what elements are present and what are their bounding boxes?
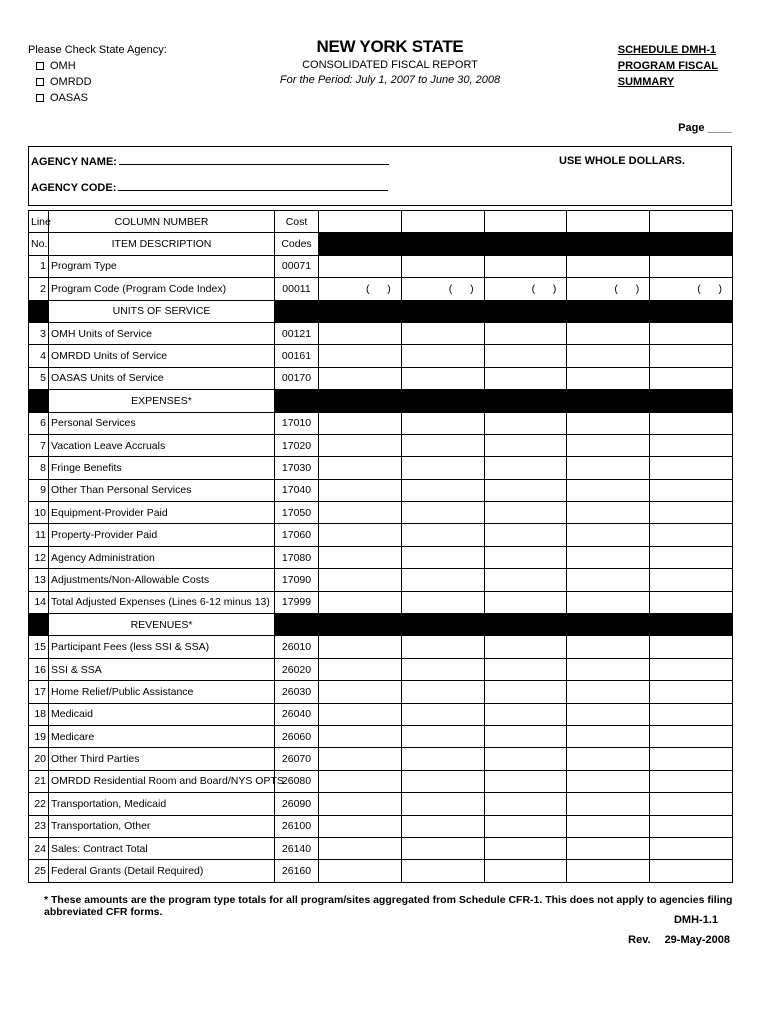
amount-cell[interactable] [319, 457, 402, 479]
amount-cell[interactable] [650, 412, 733, 434]
agency-info-box [28, 146, 732, 206]
column-number-cell[interactable] [484, 211, 567, 233]
state-title: NEW YORK STATE [316, 37, 464, 56]
amount-cell[interactable] [567, 815, 650, 837]
amount-cell[interactable] [650, 770, 733, 792]
line-number: 13 [29, 569, 49, 591]
amount-cell[interactable] [401, 569, 484, 591]
agency-name-row: AGENCY NAME: [31, 155, 389, 168]
amount-cell[interactable] [319, 748, 402, 770]
line-number: 5 [29, 367, 49, 389]
table-row [29, 322, 733, 344]
cost-code: 00071 [275, 255, 319, 277]
section-label: REVENUES* [49, 614, 275, 636]
amount-cell[interactable] [567, 345, 650, 367]
line-number: 4 [29, 345, 49, 367]
amount-cell[interactable] [650, 479, 733, 501]
column-number-cell[interactable] [401, 211, 484, 233]
amount-cell[interactable] [401, 434, 484, 456]
amount-cell[interactable] [319, 322, 402, 344]
amount-cell[interactable] [484, 815, 567, 837]
amount-cell[interactable] [567, 322, 650, 344]
amount-cell[interactable] [650, 502, 733, 524]
column-number-cell[interactable] [650, 211, 733, 233]
line-number: 17 [29, 681, 49, 703]
amount-cell[interactable] [401, 457, 484, 479]
item-description: Program Code (Program Code Index) [49, 278, 275, 300]
line-number: 24 [29, 837, 49, 859]
amount-cell[interactable] [319, 860, 402, 882]
cost-header: Cost [275, 211, 319, 233]
amount-cell[interactable] [484, 681, 567, 703]
program-code-cell[interactable]: ( ) [319, 278, 402, 300]
amount-cell[interactable] [401, 345, 484, 367]
amount-cell[interactable] [484, 524, 567, 546]
program-code-cell[interactable]: ( ) [401, 278, 484, 300]
amount-cell[interactable] [484, 322, 567, 344]
amount-cell[interactable] [650, 546, 733, 568]
amount-cell[interactable] [401, 367, 484, 389]
item-description: Federal Grants (Detail Required) [49, 860, 275, 882]
cost-code: 17050 [275, 502, 319, 524]
line-number: 7 [29, 434, 49, 456]
amount-cell[interactable] [650, 255, 733, 277]
amount-cell[interactable] [650, 793, 733, 815]
amount-cell[interactable] [401, 479, 484, 501]
agency-option-omrdd[interactable]: OMRDD [28, 74, 167, 90]
line-number: 19 [29, 725, 49, 747]
table-row [29, 681, 733, 703]
cost-code: 00121 [275, 322, 319, 344]
line-number: 21 [29, 770, 49, 792]
agency-selector [28, 42, 167, 106]
amount-cell[interactable] [567, 434, 650, 456]
item-description: OMRDD Residential Room and Board/NYS OPTS [49, 770, 275, 792]
table-row [29, 479, 733, 501]
header-row-item-description: No. ITEM DESCRIPTION Codes [29, 233, 733, 255]
amount-cell[interactable] [567, 367, 650, 389]
amount-cell[interactable] [650, 860, 733, 882]
cost-code: 00011 [275, 278, 319, 300]
page-number-label: Page ____ [678, 122, 732, 134]
section-header-row [29, 614, 733, 636]
amount-cell[interactable] [319, 815, 402, 837]
revision-info: Rev. 29-May-2008 [628, 934, 730, 946]
amount-cell[interactable] [650, 703, 733, 725]
cost-code: 17080 [275, 546, 319, 568]
table-row [29, 860, 733, 882]
cost-code: 26020 [275, 658, 319, 680]
fiscal-summary-table [28, 210, 733, 883]
cost-code: 17999 [275, 591, 319, 613]
amount-cell[interactable] [319, 793, 402, 815]
cost-code: 17040 [275, 479, 319, 501]
amount-cell[interactable] [401, 793, 484, 815]
item-description: Home Relief/Public Assistance [49, 681, 275, 703]
line-number: 14 [29, 591, 49, 613]
amount-cell[interactable] [401, 255, 484, 277]
item-description: OMRDD Units of Service [49, 345, 275, 367]
item-description: SSI & SSA [49, 658, 275, 680]
item-description: Vacation Leave Accruals [49, 434, 275, 456]
item-description: Equipment-Provider Paid [49, 502, 275, 524]
amount-cell[interactable] [567, 837, 650, 859]
amount-cell[interactable] [567, 793, 650, 815]
table-row [29, 457, 733, 479]
amount-cell[interactable] [484, 837, 567, 859]
amount-cell[interactable] [650, 725, 733, 747]
amount-cell[interactable] [567, 546, 650, 568]
amount-cell[interactable] [484, 860, 567, 882]
amount-cell[interactable] [484, 636, 567, 658]
item-description: Other Third Parties [49, 748, 275, 770]
table-row [29, 502, 733, 524]
amount-cell[interactable] [319, 725, 402, 747]
amount-cell[interactable] [401, 636, 484, 658]
footnote: * These amounts are the program type totals for all program/sites aggregated from Schedule CFR-1. This does not apply to agencies filing abbreviated CFR forms. [44, 894, 733, 918]
checkbox-icon[interactable] [36, 78, 44, 86]
amount-cell[interactable] [484, 479, 567, 501]
amount-cell[interactable] [319, 658, 402, 680]
checkbox-icon[interactable] [36, 62, 44, 70]
amount-cell[interactable] [567, 658, 650, 680]
header-row-column-number: Line COLUMN NUMBER Cost [29, 211, 733, 233]
cost-code: 26090 [275, 793, 319, 815]
line-number: 12 [29, 546, 49, 568]
cost-code: 26060 [275, 725, 319, 747]
column-number-cell[interactable] [567, 211, 650, 233]
amount-cell[interactable] [484, 255, 567, 277]
amount-cell[interactable] [650, 591, 733, 613]
amount-cell[interactable] [567, 457, 650, 479]
amount-cell[interactable] [319, 703, 402, 725]
cost-code: 26010 [275, 636, 319, 658]
amount-cell[interactable] [401, 725, 484, 747]
amount-cell[interactable] [319, 502, 402, 524]
cost-code: 26080 [275, 770, 319, 792]
line-number: 20 [29, 748, 49, 770]
table-row [29, 412, 733, 434]
item-description: Personal Services [49, 412, 275, 434]
item-description: Other Than Personal Services [49, 479, 275, 501]
table-row [29, 569, 733, 591]
item-description: Adjustments/Non-Allowable Costs [49, 569, 275, 591]
item-description: Participant Fees (less SSI & SSA) [49, 636, 275, 658]
amount-cell[interactable] [650, 367, 733, 389]
amount-cell[interactable] [319, 770, 402, 792]
line-number: 22 [29, 793, 49, 815]
amount-cell[interactable] [650, 569, 733, 591]
amount-cell[interactable] [401, 524, 484, 546]
amount-cell[interactable] [567, 412, 650, 434]
form-id: DMH-1.1 [673, 914, 718, 926]
table-row [29, 524, 733, 546]
amount-cell[interactable] [567, 636, 650, 658]
amount-cell[interactable] [484, 748, 567, 770]
amount-cell[interactable] [319, 524, 402, 546]
amount-cell[interactable] [650, 434, 733, 456]
table-row [29, 345, 733, 367]
line-number: 23 [29, 815, 49, 837]
line-number: 16 [29, 658, 49, 680]
amount-cell[interactable] [484, 345, 567, 367]
amount-cell[interactable] [650, 748, 733, 770]
line-number: 6 [29, 412, 49, 434]
section-header-row [29, 300, 733, 322]
amount-cell[interactable] [567, 502, 650, 524]
codes-header: Codes [275, 233, 319, 255]
cost-code: 26100 [275, 815, 319, 837]
table-row [29, 636, 733, 658]
line-number: 2 [29, 278, 49, 300]
amount-cell[interactable] [484, 367, 567, 389]
item-description-header: ITEM DESCRIPTION [49, 233, 275, 255]
amount-cell[interactable] [567, 748, 650, 770]
line-number: 25 [29, 860, 49, 882]
amount-cell[interactable] [567, 255, 650, 277]
cost-code: 26160 [275, 860, 319, 882]
section-label: UNITS OF SERVICE [49, 300, 275, 322]
amount-cell[interactable] [567, 860, 650, 882]
amount-cell[interactable] [567, 591, 650, 613]
amount-cell[interactable] [484, 502, 567, 524]
amount-cell[interactable] [484, 725, 567, 747]
amount-cell[interactable] [567, 479, 650, 501]
amount-cell[interactable] [401, 591, 484, 613]
cost-code: 17010 [275, 412, 319, 434]
line-number: 8 [29, 457, 49, 479]
agency-name-field[interactable] [119, 155, 389, 165]
amount-cell[interactable] [567, 524, 650, 546]
amount-cell[interactable] [484, 770, 567, 792]
amount-cell[interactable] [319, 479, 402, 501]
amount-cell[interactable] [319, 412, 402, 434]
column-number-cell[interactable] [319, 211, 402, 233]
amount-cell[interactable] [319, 591, 402, 613]
amount-cell[interactable] [401, 322, 484, 344]
amount-cell[interactable] [567, 725, 650, 747]
section-label: EXPENSES* [49, 390, 275, 412]
report-title: CONSOLIDATED FISCAL REPORT [302, 59, 478, 71]
amount-cell[interactable] [319, 546, 402, 568]
amount-cell[interactable] [567, 681, 650, 703]
cost-code: 26030 [275, 681, 319, 703]
schedule-label: SCHEDULE DMH-1 PROGRAM FISCAL SUMMARY [617, 44, 718, 88]
amount-cell[interactable] [650, 524, 733, 546]
amount-cell[interactable] [567, 569, 650, 591]
cost-code: 17090 [275, 569, 319, 591]
amount-cell[interactable] [319, 367, 402, 389]
cost-code: 26070 [275, 748, 319, 770]
program-code-cell[interactable]: ( ) [484, 278, 567, 300]
program-code-cell[interactable]: ( ) [650, 278, 733, 300]
line-number: 3 [29, 322, 49, 344]
checkbox-icon[interactable] [36, 94, 44, 102]
amount-cell[interactable] [319, 569, 402, 591]
agency-prompt: Please Check State Agency: [28, 44, 167, 56]
amount-cell[interactable] [650, 837, 733, 859]
amount-cell[interactable] [401, 658, 484, 680]
amount-cell[interactable] [319, 837, 402, 859]
amount-cell[interactable] [401, 681, 484, 703]
cost-code: 17030 [275, 457, 319, 479]
amount-cell[interactable] [319, 345, 402, 367]
cost-code: 00170 [275, 367, 319, 389]
item-description: Fringe Benefits [49, 457, 275, 479]
agency-code-row: AGENCY CODE: [31, 181, 388, 194]
cost-code: 26040 [275, 703, 319, 725]
cost-code: 17060 [275, 524, 319, 546]
amount-cell[interactable] [484, 569, 567, 591]
table-row [29, 815, 733, 837]
line-number: 9 [29, 479, 49, 501]
amount-cell[interactable] [484, 793, 567, 815]
amount-cell[interactable] [484, 434, 567, 456]
amount-cell[interactable] [401, 837, 484, 859]
amount-cell[interactable] [650, 681, 733, 703]
agency-code-field[interactable] [118, 181, 388, 191]
item-description: OASAS Units of Service [49, 367, 275, 389]
amount-cell[interactable] [401, 502, 484, 524]
amount-cell[interactable] [401, 546, 484, 568]
amount-cell[interactable] [484, 591, 567, 613]
amount-cell[interactable] [319, 681, 402, 703]
column-number-header: COLUMN NUMBER [49, 211, 275, 233]
amount-cell[interactable] [484, 457, 567, 479]
table-row [29, 658, 733, 680]
table-row [29, 434, 733, 456]
table-row [29, 748, 733, 770]
item-description: Transportation, Other [49, 815, 275, 837]
amount-cell[interactable] [650, 457, 733, 479]
section-header-row [29, 390, 733, 412]
table-row [29, 255, 733, 277]
cost-code: 17020 [275, 434, 319, 456]
amount-cell[interactable] [484, 658, 567, 680]
amount-cell[interactable] [650, 636, 733, 658]
cost-code: 26140 [275, 837, 319, 859]
amount-cell[interactable] [567, 703, 650, 725]
line-number: 15 [29, 636, 49, 658]
amount-cell[interactable] [401, 770, 484, 792]
table-row [29, 591, 733, 613]
amount-cell[interactable] [401, 860, 484, 882]
item-description: Transportation, Medicaid [49, 793, 275, 815]
item-description: Agency Administration [49, 546, 275, 568]
amount-cell[interactable] [484, 703, 567, 725]
item-description: Medicare [49, 725, 275, 747]
amount-cell[interactable] [401, 815, 484, 837]
table-row [29, 770, 733, 792]
agency-option-oasas[interactable]: OASAS [28, 90, 167, 106]
amount-cell[interactable] [567, 770, 650, 792]
amount-cell[interactable] [401, 748, 484, 770]
table-row [29, 725, 733, 747]
amount-cell[interactable] [401, 703, 484, 725]
whole-dollars-note: USE WHOLE DOLLARS. [559, 155, 685, 167]
item-description: Property-Provider Paid [49, 524, 275, 546]
amount-cell[interactable] [650, 345, 733, 367]
report-header [260, 36, 520, 87]
table-row [29, 837, 733, 859]
item-description: OMH Units of Service [49, 322, 275, 344]
program-code-cell[interactable]: ( ) [567, 278, 650, 300]
amount-cell[interactable] [401, 412, 484, 434]
agency-option-omh[interactable]: OMH [28, 58, 167, 74]
item-description: Program Type [49, 255, 275, 277]
line-number: 1 [29, 255, 49, 277]
table-row [29, 546, 733, 568]
item-description: Total Adjusted Expenses (Lines 6-12 minus 13) [49, 591, 275, 613]
amount-cell[interactable] [319, 434, 402, 456]
amount-cell[interactable] [650, 658, 733, 680]
amount-cell[interactable] [650, 815, 733, 837]
line-number: 18 [29, 703, 49, 725]
item-description: Sales: Contract Total [49, 837, 275, 859]
table-row [29, 278, 733, 300]
cost-code: 00161 [275, 345, 319, 367]
amount-cell[interactable] [484, 546, 567, 568]
table-row [29, 703, 733, 725]
line-number: 10 [29, 502, 49, 524]
table-row [29, 793, 733, 815]
amount-cell[interactable] [484, 412, 567, 434]
amount-cell[interactable] [319, 255, 402, 277]
line-number: 11 [29, 524, 49, 546]
item-description: Medicaid [49, 703, 275, 725]
amount-cell[interactable] [319, 636, 402, 658]
amount-cell[interactable] [650, 322, 733, 344]
table-row [29, 367, 733, 389]
report-period: For the Period: July 1, 2007 to June 30, 2008 [279, 74, 501, 86]
